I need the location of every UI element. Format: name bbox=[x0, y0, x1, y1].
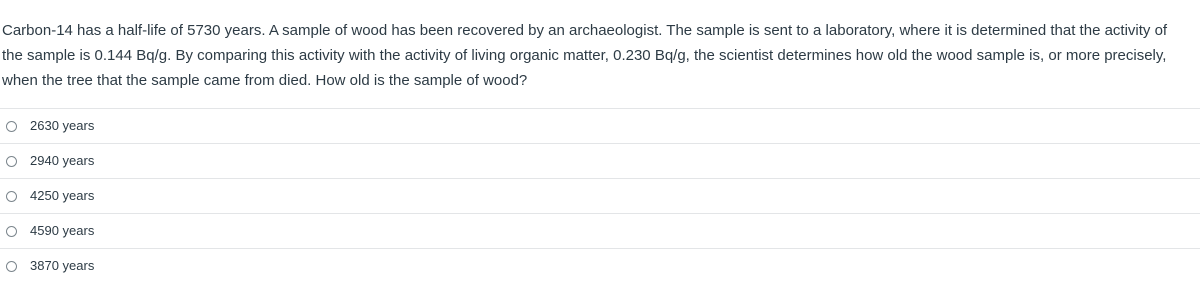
radio-button[interactable] bbox=[6, 121, 17, 132]
answer-option-2[interactable] bbox=[0, 143, 1200, 178]
radio-button[interactable] bbox=[6, 191, 17, 202]
answer-option-4[interactable] bbox=[0, 213, 1200, 248]
answer-label: 4590 years bbox=[30, 223, 95, 238]
radio-button[interactable] bbox=[6, 226, 17, 237]
answer-option-3[interactable] bbox=[0, 178, 1200, 213]
answer-option-1[interactable] bbox=[0, 108, 1200, 143]
radio-button[interactable] bbox=[6, 156, 17, 167]
answer-label: 3870 years bbox=[30, 258, 95, 273]
question-block bbox=[2, 18, 1192, 93]
radio-button[interactable] bbox=[6, 261, 17, 272]
answer-label: 2630 years bbox=[30, 118, 95, 133]
answer-list bbox=[0, 108, 1200, 283]
answer-label: 2940 years bbox=[30, 153, 95, 168]
question-text: Carbon-14 has a half-life of 5730 years. A sample of wood has been recovered by an archaeologist. The sample is sent to a laboratory, where it is determined that the activity of the sample is 0.144 Bq/g. By comparing this activity with the activity of living organic matter, 0.230 Bq/g, the scientist determines how old the wood sample is, or more precisely, when the tree that the sample came from died. How old is the sample of wood? bbox=[2, 22, 1168, 89]
answer-option-5[interactable] bbox=[0, 248, 1200, 283]
answer-label: 4250 years bbox=[30, 188, 95, 203]
